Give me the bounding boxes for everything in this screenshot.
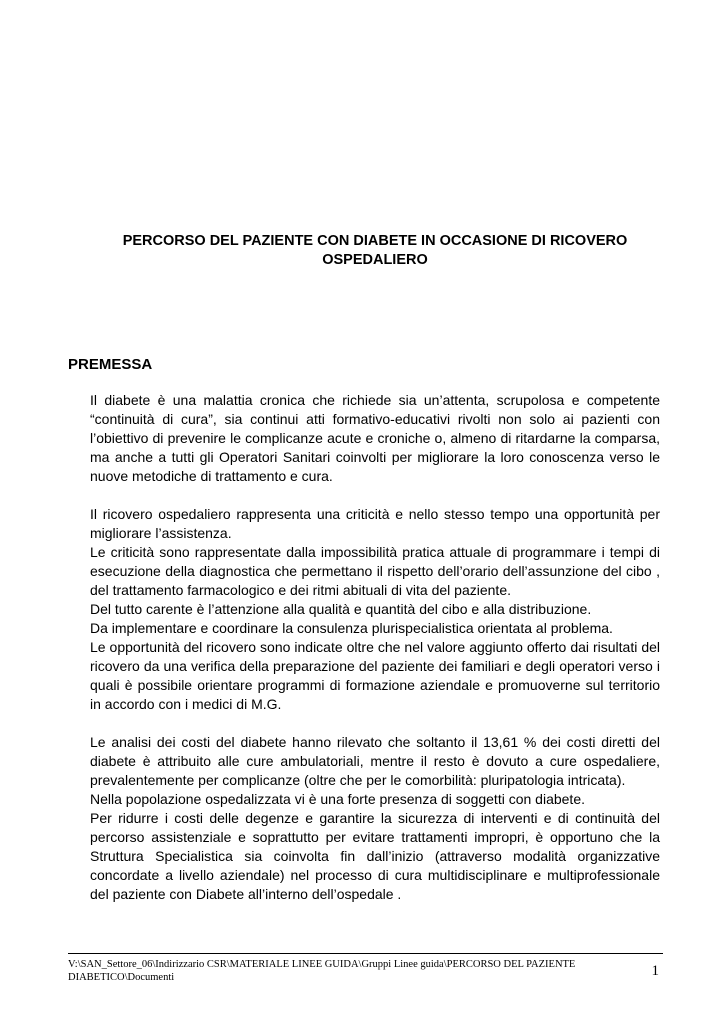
page-number: 1 [651,962,659,979]
footer-file-path: V:\SAN_Settore_06\Indirizzario CSR\MATERIALE LINEE GUIDA\Gruppi Linee guida\PERCORSO DEL PAZIENTE DIABETICO\Documenti [68,959,576,983]
paragraph: Le criticità sono rappresentate dalla impossibilità pratica attuale di programmare i tempi di esecuzione della diagnostica che permettano il rispetto dell’orario dell’assunzione del cibo , del trattamento farmacologico e dei ritmi abituali di vita del paziente. [90,544,660,598]
paragraph: Il ricovero ospedaliero rappresenta una criticità e nello stesso tempo una opportunità per migliorare l’assistenza. [90,506,660,541]
document-title: PERCORSO DEL PAZIENTE CON DIABETE IN OCCASIONE DI RICOVERO OSPEDALIERO [122,233,628,268]
paragraph: Nella popolazione ospedalizzata vi è una forte presenza di soggetti con diabete. [90,791,585,807]
paragraph: Le opportunità del ricovero sono indicate oltre che nel valore aggiunto offerto dai risultati del ricovero da una verifica della preparazione del paziente dei familiari e degli operatori verso i quali è possibile orientare programmi di formazione aziendale e promuoverne sul territorio in accordo con i medici di M.G. [90,639,660,712]
page-footer [68,953,663,984]
paragraph: Le analisi dei costi del diabete hanno rilevato che soltanto il 13,61 % dei costi diretti del diabete è attribuito alle cure ambulatoriali, mentre il resto è dovuto a cure ospedaliere, prevalentemente per complicanze (oltre che per le comorbilità: pluripatologia intricata). [90,734,660,788]
paragraph: Il diabete è una malattia cronica che richiede sia un’attenta, scrupolosa e competente “continuità di cura”, sia continui atti formativo-educativi rivolti non solo ai pazienti con l’obiettivo di prevenire le complicanze acute e croniche o, almeno di ritardarne la comparsa, ma anche a tutti gli Operatori Sanitari coinvolti per migliorare la loro conoscenza verso le nuove metodiche di trattamento e cura. [90,392,660,484]
section-heading-premessa: PREMESSA [68,356,153,373]
paragraph: Da implementare e coordinare la consulenza plurispecialistica orientata al problema. [90,620,613,636]
paragraph: Del tutto carente è l’attenzione alla qualità e quantità del cibo e alla distribuzione. [90,601,592,617]
paragraph: Per ridurre i costi delle degenze e garantire la sicurezza di interventi e di continuità del percorso assistenziale e soprattutto per evitare trattamenti impropri, è opportuno che la Struttura Specialistica sia coinvolta fin dall’inizio (attraverso modalità organizzative concordate a livello aziendale) nel processo di cura multidisciplinare e multiprofessionale del paziente con Diabete all’interno dell’ospedale . [90,810,660,902]
body-text [90,391,660,904]
